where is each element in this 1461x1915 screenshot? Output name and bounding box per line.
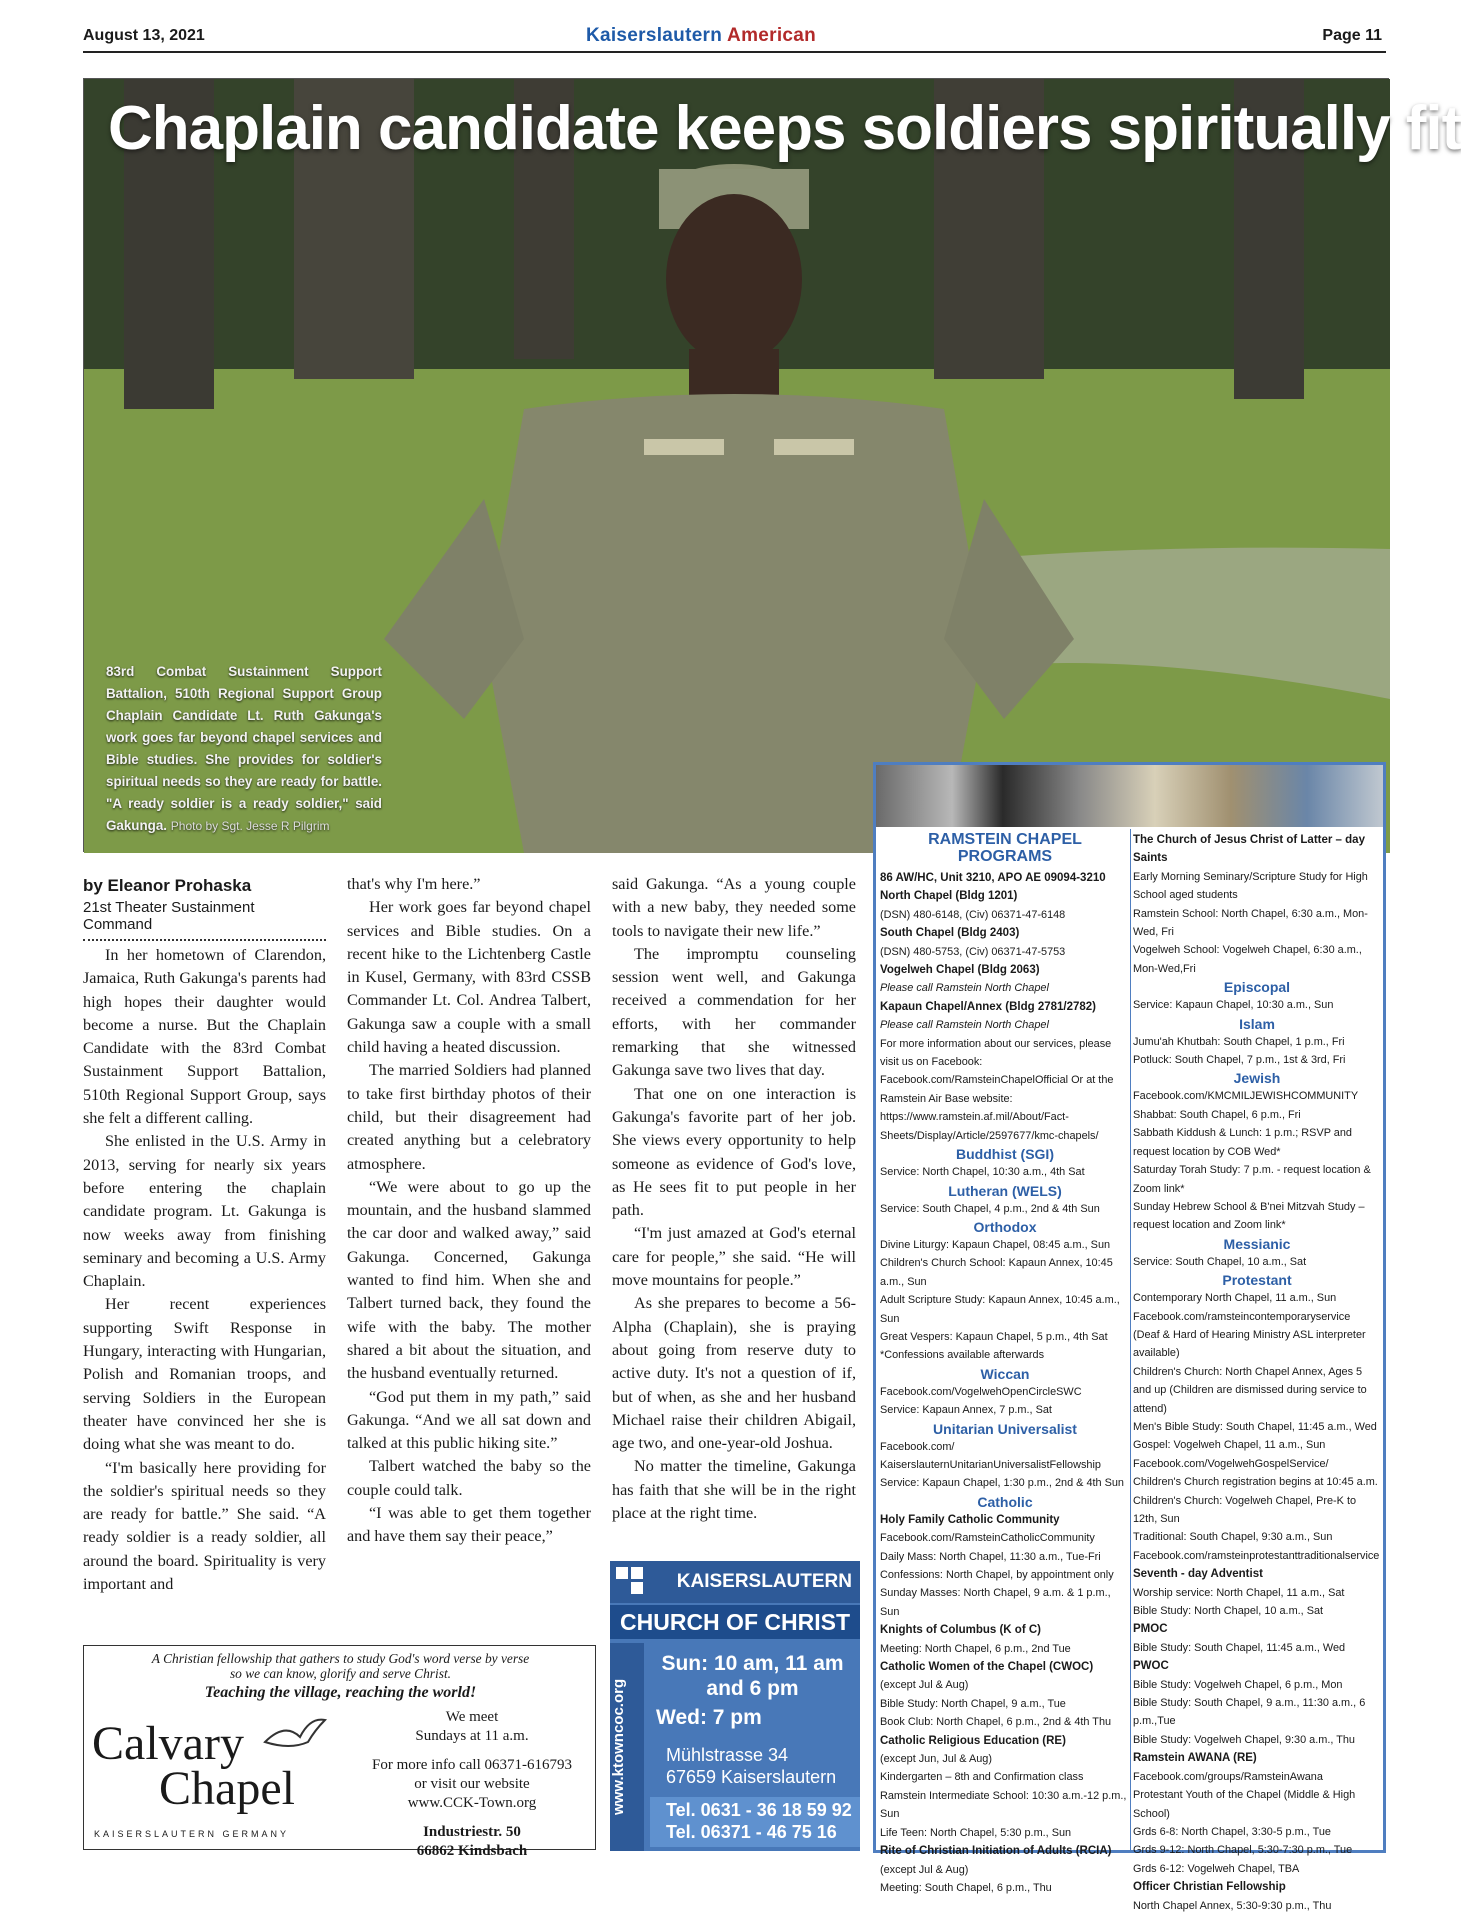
coc-time-line: and 6 pm [706, 1677, 799, 1700]
program-line: Children's Church: North Chapel Annex, Ages 5 and up (Children are dismissed during service to attend) [1133, 1365, 1367, 1415]
mission-line: so we can know, glorify and serve Christ. [229, 1666, 452, 1681]
coc-service-times [650, 1651, 855, 1730]
program-line: Divine Liturgy: Kapaun Chapel, 08:45 a.m., Sun [880, 1238, 1111, 1251]
program-line: Contemporary North Chapel, 11 a.m., Sun [1133, 1292, 1337, 1305]
denomination-heading: Buddhist (SGI) [956, 1146, 1054, 1163]
program-line: Kapaun Chapel/Annex (Bldg 2781/2782) [880, 1000, 1097, 1013]
square-icon [616, 1567, 628, 1579]
programs-right-column [1133, 831, 1381, 1915]
program-line: Sunday Hebrew School & B'nei Mitzvah Study – request location and Zoom link* [1133, 1200, 1365, 1232]
coc-city: KAISERSLAUTERN [610, 1561, 860, 1603]
caption-text: 83rd Combat Sustainment Support Battalion, 510th Regional Support Group Chaplain Candidate Lt. Ruth Gakunga's work goes far beyond chapel services and Bible studies. She provides for soldier's spiritual needs so they are ready for battle. "A ready soldier is a ready soldier," said Gakunga. [106, 664, 382, 833]
program-line: Early Morning Seminary/Scripture Study for High School aged students [1133, 870, 1368, 902]
program-line: Vogelweh Chapel (Bldg 2063) [880, 964, 1040, 977]
program-line: Facebook.com/KMCMILJEWISHCOMMUNITY [1133, 1090, 1359, 1103]
issue-date: August 13, 2021 [83, 27, 205, 44]
program-line: Bible Study: North Chapel, 10 a.m., Sat [1133, 1605, 1324, 1618]
program-line: Holy Family Catholic Community [880, 1513, 1060, 1526]
coc-phone-line: Tel. 0631 - 36 18 59 92 [666, 1800, 852, 1820]
paragraph: said Gakunga. “As a young couple with a new baby, they needed some tools to navigate their new life.” [612, 875, 856, 940]
program-line: Grds 6-12: Vogelweh Chapel, TBA [1133, 1862, 1300, 1875]
program-line: Service: Kapaun Chapel, 10:30 a.m., Sun [1133, 999, 1334, 1012]
program-line: Facebook.com/VogelwehOpenCircleSWC [880, 1385, 1082, 1398]
calvary-logo-word-2: Chapel [159, 1762, 295, 1815]
program-line: Bible Study: North Chapel, 9 a.m., Tue [880, 1697, 1066, 1710]
paragraph: “I'm just amazed at God's eternal care for people,” she said. “He will move mountains for people.” [612, 1224, 856, 1290]
coc-address-line: Mühlstrasse 34 [666, 1745, 789, 1765]
program-line: Service: North Chapel, 10:30 a.m., 4th Sat [880, 1166, 1085, 1179]
coc-time-line: Sun: 10 am, 11 am [661, 1652, 844, 1675]
program-line: North Chapel (Bldg 1201) [880, 890, 1018, 903]
program-line: (except Jul & Aug) [880, 1679, 969, 1692]
program-line: (Deaf & Hard of Hearing Ministry ASL interpreter available) [1133, 1328, 1366, 1360]
headline: Chaplain candidate keeps soldiers spiritually fit [108, 94, 1461, 163]
paragraph: In her hometown of Clarendon, Jamaica, Ruth Gakunga's parents had high hopes their daughter would become a nurse. But the Chaplain Candidate with the 83rd Combat Sustainment Support Battalion, 510th Regional Support Group, says she felt a different calling. [83, 946, 326, 1128]
calvary-tagline: Teaching the village, reaching the world! [204, 1684, 477, 1701]
program-line: 86 AW/HC, Unit 3210, APO AE 09094-3210 [880, 872, 1106, 884]
paragraph: Her work goes far beyond chapel services and Bible studies. On a recent hike to the Lichtenberg Castle in Kusel, Germany, with 83rd CSSB Commander Lt. Col. Andrea Talbert, Gakunga saw a couple with a small child having a heated discussion. [347, 898, 591, 1057]
info-line: Industriestr. 50 [423, 1824, 521, 1840]
program-line: (except Jul & Aug) [880, 1863, 969, 1876]
programs-left-list [880, 869, 1130, 1897]
info-line: Sundays at 11 a.m. [415, 1728, 529, 1744]
program-line: Service: Kapaun Chapel, 1:30 p.m., 2nd & 4th Sun [880, 1477, 1124, 1490]
program-line: Bible Study: Vogelweh Chapel, 9:30 a.m., Thu [1133, 1733, 1355, 1746]
square-icon [631, 1567, 643, 1579]
author-name: by Eleanor Prohaska [83, 876, 252, 895]
dove-icon [260, 1712, 330, 1752]
coc-phone-line: Tel. 06371 - 46 75 16 [666, 1822, 837, 1842]
chapel-images-banner [876, 765, 1383, 827]
coc-address [666, 1744, 836, 1788]
denomination-heading: Episcopal [1223, 979, 1291, 996]
program-line: Service: South Chapel, 10 a.m., Sat [1133, 1255, 1307, 1268]
paragraph: As she prepares to become a 56-Alpha (Chaplain), she is praying about going from reserve duty to active duty. It's not a question of if, but of when, as she and her husband Michael raise their children Abigail, age two, and one-year-old Joshua. [612, 1294, 856, 1453]
paragraph: “God put them in my path,” said Gakunga. “And we all sat down and talked at this public hiking site.” [347, 1387, 591, 1453]
info-line: or visit our website [414, 1776, 530, 1792]
coc-name: CHURCH OF CHRIST [610, 1605, 860, 1639]
program-line: Protestant Youth of the Chapel (Middle & High School) [1133, 1789, 1356, 1820]
program-line: Facebook.com/VogelwehGospelService/ [1133, 1457, 1329, 1470]
program-line: Vogelweh School: Vogelweh Chapel, 6:30 a.m., Mon-Wed,Fri [1133, 944, 1362, 975]
paragraph: The impromptu counseling session went well, and Gakunga received a commendation for her efforts, with her commander remarking that she witnessed Gakunga save two lives that day. [612, 944, 856, 1080]
program-line: Ramstein Intermediate School: 10:30 a.m.-12 p.m., Sun [880, 1789, 1127, 1821]
program-line: Children's Church School: Kapaun Annex, 10:45 a.m., Sun [880, 1257, 1113, 1288]
info-line: 66862 Kindsbach [416, 1843, 528, 1859]
photo-credit: Photo by Sgt. Jesse R Pilgrim [170, 819, 330, 833]
masthead [0, 25, 1402, 47]
program-line: For more information about our services, please visit us on Facebook: Facebook.com/RamsteinChapelOfficial Or at the Ramstein Air Base website: https://www.ramstein.af.mil/About/Fact-Sheets/Display/Article/2597677/kmc-chapels/ [880, 1037, 1114, 1142]
info-line: We meet [445, 1709, 499, 1725]
program-line: Ramstein School: North Chapel, 6:30 a.m., Mon-Wed, Fri [1133, 907, 1368, 939]
calvary-website[interactable]: www.CCK-Town.org [407, 1795, 537, 1811]
program-line: Shabbat: South Chapel, 6 p.m., Fri [1133, 1108, 1301, 1121]
program-line: Potluck: South Chapel, 7 p.m., 1st & 3rd, Fri [1133, 1054, 1346, 1067]
paragraph: She enlisted in the U.S. Army in 2013, serving for nearly six years before entering the chaplain candidate program. Lt. Gakunga is now weeks away from finishing seminary and becoming a U.S. Army Chaplain. [83, 1132, 326, 1291]
denomination-heading: Messianic [1223, 1235, 1291, 1252]
program-line: Rite of Christian Initiation of Adults (RCIA) [880, 1845, 1112, 1858]
denomination-heading: Jewish [1233, 1070, 1281, 1087]
denomination-heading: Islam [1239, 1015, 1275, 1032]
paragraph: “We were about to go up the mountain, and the husband slammed the car door and walked away,” said Gakunga. Concerned, Gakunga wanted to find him. When she and Talbert turned back, they found the wife with the baby. The mother shared a bit about the situation, and the husband eventually returned. [347, 1177, 591, 1383]
program-line: The Church of Jesus Christ of Latter – day Saints [1133, 834, 1365, 865]
program-line: Sabbath Kiddush & Lunch: 1 p.m.; RSVP and request location by COB Wed* [1133, 1127, 1352, 1158]
paragraph: that's why I'm here.” [347, 875, 481, 893]
denomination-heading: Catholic [977, 1493, 1033, 1510]
program-line: Officer Christian Fellowship [1133, 1881, 1286, 1894]
program-line: Bible Study: South Chapel, 11:45 a.m., Wed [1133, 1641, 1346, 1654]
photo-caption [106, 661, 382, 837]
program-line: Saturday Torah Study: 7 p.m. - request location & Zoom link* [1133, 1164, 1371, 1195]
calvary-location: KAISERSLAUTERN GERMANY [94, 1829, 290, 1839]
program-line: Facebook.com/ramsteinprotestanttraditionalservice [1133, 1549, 1380, 1562]
program-line: Kindergarten – 8th and Confirmation class [880, 1771, 1084, 1784]
program-line: North Chapel Annex, 5:30-9:30 p.m., Thu [1133, 1899, 1332, 1912]
calvary-logo-word-1: Calvary [92, 1717, 244, 1770]
program-line: Meeting: South Chapel, 6 p.m., Thu [880, 1881, 1052, 1894]
article-column-1 [83, 944, 326, 1596]
program-line: Service: South Chapel, 4 p.m., 2nd & 4th Sun [880, 1202, 1100, 1215]
calvary-chapel-ad [83, 1645, 596, 1859]
program-line: Catholic Women of the Chapel (CWOC) [880, 1661, 1094, 1674]
program-line: PWOC [1133, 1660, 1169, 1673]
info-line: For more info call 06371-616793 [372, 1757, 572, 1773]
program-line: South Chapel (Bldg 2403) [880, 927, 1020, 940]
program-line: Please call Ramstein North Chapel [880, 982, 1049, 995]
paragraph: Her recent experiences supporting Swift Response in Hungary, interacting with Hungarian, Polish and Romanian troops, and serving Soldiers in the European theater have convinced her she is doing what she was meant to do. [83, 1295, 326, 1454]
article-column-2 [347, 873, 591, 1549]
page-number: Page 11 [1322, 27, 1382, 44]
program-line: Bible Study: South Chapel, 9 a.m., 11:30 a.m., 6 p.m.,Tue [1133, 1697, 1366, 1728]
program-line: Sunday Masses: North Chapel, 9 a.m. & 1 p.m., Sun [880, 1587, 1111, 1618]
program-line: Facebook.com/RamsteinCatholicCommunity [880, 1532, 1095, 1545]
church-of-christ-ad [610, 1561, 860, 1851]
program-line: Gospel: Vogelweh Chapel, 11 a.m., Sun [1133, 1439, 1326, 1452]
denomination-heading: Protestant [1222, 1272, 1292, 1289]
program-line: Book Club: North Chapel, 6 p.m., 2nd & 4th Thu [880, 1716, 1112, 1729]
program-line: Confessions: North Chapel, by appointment only [880, 1569, 1114, 1581]
paragraph: “I was able to get them together and have them say their peace,” [347, 1504, 591, 1546]
denomination-heading: Wiccan [980, 1365, 1030, 1382]
author-org: 21st Theater Sustainment Command [83, 899, 255, 933]
programs-title: RAMSTEIN CHAPEL PROGRAMS [928, 831, 1082, 865]
paragraph: No matter the timeline, Gakunga has faith that she will be in the right place at the right time. [612, 1457, 856, 1523]
paragraph: Talbert watched the baby so the couple could talk. [347, 1457, 591, 1499]
program-line: Jumu'ah Khutbah: South Chapel, 1 p.m., Fri [1133, 1035, 1345, 1048]
header-rule [83, 51, 1386, 53]
mission-line: A Christian fellowship that gathers to study God's word verse by verse [151, 1651, 530, 1666]
program-line: Great Vespers: Kapaun Chapel, 5 p.m., 4th Sat [880, 1330, 1108, 1343]
program-line: (DSN) 480-5753, (Civ) 06371-47-5753 [880, 945, 1066, 958]
program-line: Children's Church: Vogelweh Chapel, Pre-K to 12th, Sun [1133, 1494, 1357, 1525]
program-line: Please call Ramstein North Chapel [880, 1019, 1049, 1032]
calvary-info [352, 1708, 592, 1861]
denomination-heading: Unitarian Universalist [933, 1420, 1077, 1437]
program-line: Seventh - day Adventist [1133, 1568, 1263, 1581]
coc-phones [666, 1799, 852, 1843]
program-line: Facebook.com/ KaiserslauternUnitarianUniversalistFellowship [880, 1440, 1101, 1471]
program-line: Children's Church registration begins at 10:45 a.m. [1133, 1476, 1378, 1489]
article-column-3 [612, 873, 856, 1525]
program-line: Bible Study: Vogelweh Chapel, 6 p.m., Mon [1133, 1678, 1343, 1691]
program-line: Adult Scripture Study: Kapaun Annex, 10:45 a.m., Sun [880, 1294, 1120, 1325]
program-line: *Confessions available afterwards [880, 1349, 1045, 1362]
program-line: Grds 6-8: North Chapel, 3:30-5 p.m., Tue [1133, 1825, 1331, 1838]
coc-address-line: 67659 Kaiserslautern [666, 1767, 837, 1787]
program-line: Service: Kapaun Annex, 7 p.m., Sat [880, 1404, 1052, 1417]
coc-website[interactable]: www.ktowncoc.org [610, 1643, 644, 1851]
program-line: Daily Mass: North Chapel, 11:30 a.m., Tue-Fri [880, 1550, 1101, 1563]
program-line: Facebook.com/ramsteincontemporaryservice [1133, 1310, 1351, 1323]
square-icon [631, 1582, 643, 1594]
byline-rule [83, 939, 326, 941]
program-line: Meeting: North Chapel, 6 p.m., 2nd Tue [880, 1642, 1071, 1655]
byline [83, 876, 326, 941]
paragraph: “I'm basically here providing for the soldier's spiritual needs so they are ready for battle.” She said. “A ready soldier is a ready soldier, all around the board. Spirituality is very important and [83, 1458, 326, 1594]
masthead-american: American [727, 25, 817, 46]
ramstein-chapel-programs [873, 762, 1386, 1912]
masthead-kaiserslautern: Kaiserslautern [585, 25, 723, 46]
column-divider [1130, 829, 1131, 1851]
program-line: PMOC [1133, 1623, 1168, 1636]
program-line: Ramstein AWANA (RE) [1133, 1752, 1257, 1765]
program-line: Facebook.com/groups/RamsteinAwana [1133, 1770, 1323, 1783]
program-line: Life Teen: North Chapel, 5:30 p.m., Sun [880, 1826, 1072, 1839]
program-line: Men's Bible Study: South Chapel, 11:45 a.m., Wed [1133, 1420, 1377, 1433]
programs-right-list [1133, 831, 1381, 1915]
program-line: (DSN) 480-6148, (Civ) 06371-47-6148 [880, 908, 1066, 921]
denomination-heading: Orthodox [973, 1218, 1037, 1235]
paragraph: That one on one interaction is Gakunga's favorite part of her job. She views every opportunity to help someone as evidence of God's love, as He sees fit to put people in her path. [612, 1084, 856, 1220]
program-line: Catholic Religious Education (RE) [880, 1734, 1066, 1747]
program-line: (except Jun, Jul & Aug) [880, 1753, 992, 1766]
program-line: Worship service: North Chapel, 11 a.m., Sat [1133, 1586, 1345, 1599]
programs-left-column [880, 831, 1130, 1897]
lead-photo [83, 78, 1461, 852]
calvary-mission [84, 1651, 597, 1681]
coc-time-line: Wed: 7 pm [656, 1706, 762, 1729]
program-line: Knights of Columbus (K of C) [880, 1624, 1041, 1637]
program-line: Grds 9-12: North Chapel, 5:30-7:30 p.m., Tue [1133, 1844, 1353, 1857]
program-line: Traditional: South Chapel, 9:30 a.m., Sun [1133, 1531, 1333, 1544]
paragraph: The married Soldiers had planned to take first birthday photos of their child, but their disagreement had created anything but a celebratory atmosphere. [347, 1061, 591, 1173]
denomination-heading: Lutheran (WELS) [948, 1182, 1062, 1199]
